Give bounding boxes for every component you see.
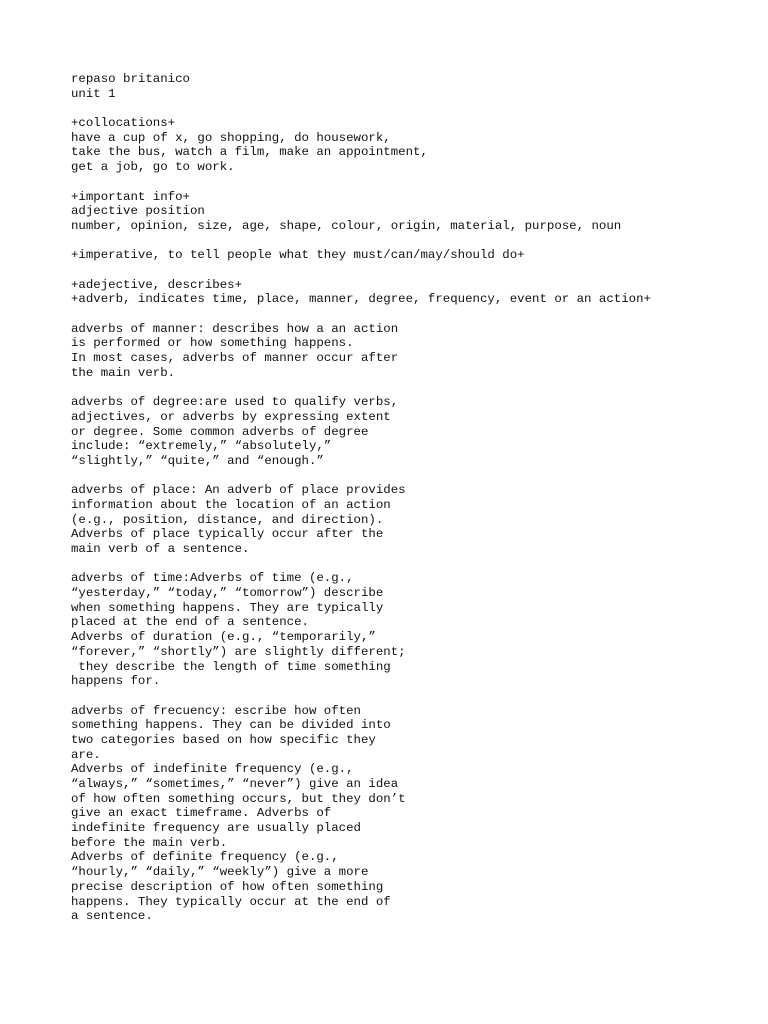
doc-subtitle: unit 1	[71, 86, 116, 101]
text-line: main verb of a sentence.	[71, 542, 250, 556]
text-line: adverbs of frecuency: escribe how often	[71, 703, 361, 718]
text-line: Adverbs of duration (e.g., “temporarily,”	[71, 630, 376, 645]
imperative-section	[71, 248, 751, 263]
adverbs-of-degree-section	[71, 395, 751, 468]
text-line: adverbs of time:Adverbs of time (e.g.,	[71, 571, 354, 586]
text-line: indefinite frequency are usually placed	[71, 821, 361, 836]
text-line: is performed or how something happens.	[71, 336, 354, 351]
text-line: a sentence.	[71, 909, 153, 924]
adjective-adverb-section	[71, 278, 751, 307]
text-line: have a cup of x, go shopping, do housework,	[71, 130, 391, 145]
text-line: “slightly,” “quite,” and “enough.”	[71, 453, 324, 468]
text-line: adverbs of degree:are used to qualify verbs,	[71, 395, 399, 410]
text-line: number, opinion, size, age, shape, colour, origin, material, purpose, noun	[71, 218, 622, 233]
text-line: “forever,” “shortly”) are slightly different;	[71, 644, 406, 659]
text-line: (e.g., position, distance, and direction).	[71, 512, 384, 527]
text-line: “always,” “sometimes,” “never”) give an idea	[71, 777, 399, 791]
text-line: Adverbs of definite frequency (e.g.,	[71, 850, 339, 865]
text-line: +adverb, indicates time, place, manner, degree, frequency, event or an action+	[71, 292, 651, 307]
text-line: adjectives, or adverbs by expressing extent	[71, 409, 391, 424]
important-info-section	[71, 190, 751, 234]
document-page	[71, 72, 751, 939]
text-line: include: “extremely,” “absolutely,”	[71, 439, 332, 454]
text-line: In most cases, adverbs of manner occur after	[71, 351, 399, 366]
text-line: or degree. Some common adverbs of degree	[71, 424, 369, 439]
adverbs-of-place-section	[71, 483, 751, 556]
text-line: something happens. They can be divided into	[71, 718, 391, 733]
text-line: give an exact timeframe. Adverbs of	[71, 806, 332, 821]
text-line: two categories based on how specific they	[71, 732, 376, 747]
text-line: Adverbs of indefinite frequency (e.g.,	[71, 762, 354, 777]
adverbs-of-frequency-section	[71, 704, 751, 924]
text-line: take the bus, watch a film, make an appointment,	[71, 145, 428, 160]
text-line: get a job, go to work.	[71, 160, 235, 175]
text-line: adverbs of place: An adverb of place provides	[71, 483, 406, 498]
text-line: information about the location of an action	[71, 497, 391, 512]
text-line: “hourly,” “daily,” “weekly”) give a more	[71, 865, 369, 880]
text-line: the main verb.	[71, 365, 176, 380]
text-line: adjective position	[71, 204, 205, 219]
text-line: they describe the length of time something	[71, 659, 391, 674]
text-line: when something happens. They are typically	[71, 600, 384, 615]
text-line: placed at the end of a sentence.	[71, 615, 309, 630]
text-line: +adejective, describes+	[71, 277, 243, 292]
text-line: happens. They typically occur at the end of	[71, 894, 391, 909]
text-line: +collocations+	[71, 116, 176, 131]
collocations-section	[71, 116, 751, 175]
text-line: happens for.	[71, 674, 161, 689]
text-line: +imperative, to tell people what they must/can/may/should do+	[71, 248, 525, 263]
text-line: “yesterday,” “today,” “tomorrow”) describe	[71, 586, 384, 601]
text-line: adverbs of manner: describes how a an action	[71, 321, 399, 336]
adverbs-of-time-section	[71, 571, 751, 689]
text-line: Adverbs of place typically occur after the	[71, 527, 384, 542]
text-line: precise description of how often something	[71, 879, 384, 894]
text-line: before the main verb.	[71, 835, 228, 850]
doc-title: repaso britanico	[71, 72, 190, 86]
text-line: of how often something occurs, but they don’t	[71, 791, 406, 806]
doc-header	[71, 72, 751, 101]
text-line: are.	[71, 747, 101, 762]
text-line: +important info+	[71, 189, 190, 204]
adverbs-of-manner-section	[71, 322, 751, 381]
